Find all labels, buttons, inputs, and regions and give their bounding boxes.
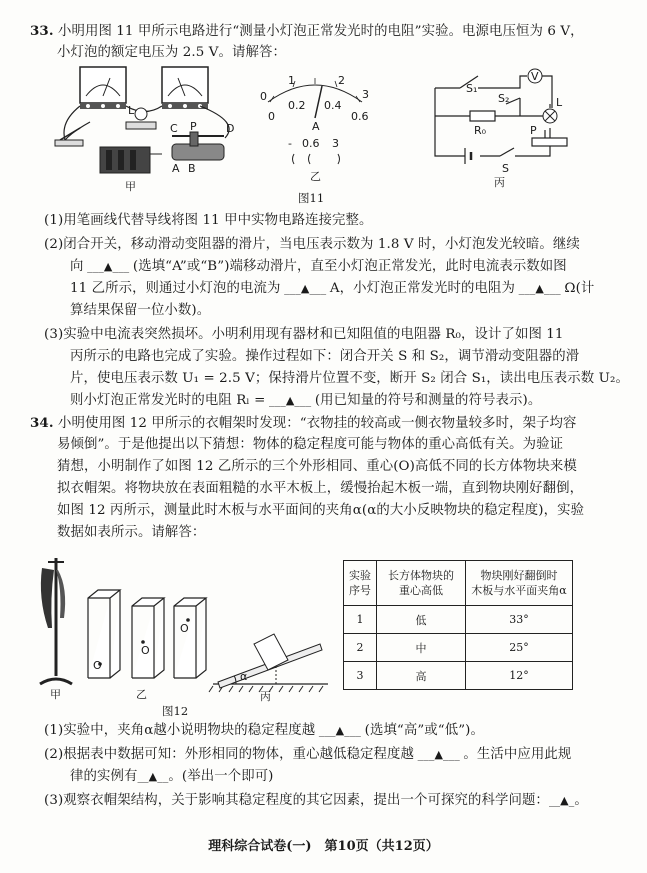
svg-text:P: P [190, 120, 197, 133]
q33-part2-line1: (2)闭合开关，移动滑动变阻器的滑片，当电压表示数为 1.8 V 时，小灯泡发光较暗。继续 [44, 237, 580, 252]
svg-text:O: O [141, 644, 150, 657]
inclined-board [209, 634, 328, 703]
q33-part1: (1)用笔画线代替导线将图 11 甲中实物电路连接完整。 [44, 213, 373, 228]
fig12-caption: 图12 [162, 704, 189, 718]
svg-text:C: C [170, 122, 178, 135]
svg-text:0.2: 0.2 [288, 99, 306, 112]
q33-part3-line2: 丙所示的电路也完成了实验。操作过程如下：闭合开关 S 和 S₂，调节滑动变阻器的滑 [70, 349, 580, 364]
answer-blank[interactable]: ___▲___ [515, 282, 565, 295]
svg-text:3: 3 [332, 137, 339, 150]
svg-text:丙: 丙 [260, 690, 271, 703]
switch-device [55, 128, 83, 146]
answer-blank[interactable]: __▲_ [548, 794, 575, 807]
lamp-device [126, 104, 156, 129]
svg-text:乙: 乙 [136, 688, 147, 701]
table-row: 3 高 12° [344, 662, 573, 690]
svg-text:0.6: 0.6 [351, 110, 369, 123]
fig11-yi-ammeter-dial [258, 72, 373, 182]
svg-text:甲: 甲 [50, 688, 61, 701]
results-table [343, 560, 573, 690]
svg-text:R₀: R₀ [474, 124, 487, 137]
svg-text:α: α [240, 670, 248, 683]
q34-stem-line4: 拟衣帽架。将物块放在表面粗糙的水平木板上，缓慢抬起木板一端，直到物块刚好翻倒， [57, 481, 584, 496]
svg-text:L: L [556, 96, 563, 109]
svg-text:S₁: S₁ [466, 82, 478, 95]
q34-part2-line1: (2)根据表中数据可知：外形相同的物体，重心越低稳定程度越 ___▲___ 。生活中应用此规 [44, 747, 572, 762]
q33-stem-text1: 小明用图 11 甲所示电路进行“测量小灯泡正常发光时的电阻”实验。电源电压恒为 6 V， [57, 24, 584, 39]
q34-part1: (1)实验中，夹角α越小说明物块的稳定程度越 ___▲___ (选填“高”或“低”)。 [44, 723, 484, 738]
q33-part2-line2: 向 ___▲___ (选填“A”或“B”)端移动滑片，直至小灯泡正常发光，此时电流表示数如图 [70, 259, 567, 274]
svg-text:1: 1 [288, 74, 295, 87]
fig11-bing-schematic [430, 68, 570, 188]
rheostat-device [170, 120, 234, 175]
svg-text:D: D [226, 122, 235, 135]
q33-part3-line4: 则小灯泡正常发光时的电阻 Rₗ = ___▲___ (用已知量的符号和测量的符号表示)。 [70, 393, 542, 408]
q33-part3-line3: 片，使电压表示数 U₁ = 2.5 V；保持滑片位置不变，断开 S₂ 闭合 S₁，读出电压表示数 U₂。 [70, 371, 629, 386]
q33-part3-line1: (3)实验中电流表突然损坏。小明利用现有器材和已知阻值的电阻器 R₀，设计了如图 11 [44, 327, 564, 342]
answer-blank[interactable]: ___▲___ [414, 748, 464, 761]
fig11-jia-label: 甲 [125, 180, 136, 193]
table-header-trial: 实验 序号 [344, 561, 377, 606]
answer-blank[interactable]: ___▲___ [265, 394, 315, 407]
voltmeter-device [80, 67, 126, 109]
svg-text:B: B [188, 162, 196, 175]
ammeter-device [162, 67, 208, 109]
svg-text:S: S [502, 162, 509, 175]
q34-part3: (3)观察衣帽架结构，关于影响其稳定程度的其它因素，提出一个可探究的科学问题：__▲_。 [44, 793, 588, 808]
table-header-angle: 物块刚好翻倒时 木板与水平面夹角α [466, 561, 573, 606]
svg-text:0: 0 [268, 110, 275, 123]
svg-text:0: 0 [260, 90, 267, 103]
answer-blank[interactable]: ___▲___ [83, 260, 133, 273]
svg-text:S₂: S₂ [498, 92, 510, 105]
page-footer: 理科综合试卷(一) 第10页（共12页） [208, 839, 439, 854]
q34-stem-line3: 猜想，小明制作了如图 12 乙所示的三个外形相同、重心(O)高低不同的长方体物块来模 [57, 459, 577, 474]
table-row: 1 低 33° [344, 606, 573, 634]
q34-number: 34. [30, 415, 54, 431]
svg-text:A: A [172, 162, 180, 175]
svg-text:A: A [312, 120, 320, 133]
svg-text:V: V [531, 70, 539, 83]
svg-text:L: L [128, 104, 135, 117]
answer-blank[interactable]: ___▲___ [315, 724, 365, 737]
fig12-illustration [28, 548, 333, 718]
q33-number: 33. [30, 23, 54, 39]
svg-text:-: - [288, 137, 292, 150]
q33-part2-line4: 算结果保留一位小数)。 [70, 303, 211, 318]
svg-text:O: O [180, 622, 189, 635]
q34-stem-line6: 数据如表所示。请解答： [57, 525, 206, 540]
answer-blank[interactable]: __▲__ [137, 770, 169, 783]
svg-text:O: O [93, 659, 102, 672]
q34-stem-line1: 34. 小明使用图 12 甲所示的衣帽架时发现：“衣物挂的较高或一侧衣物量较多时，架子均容 [30, 415, 577, 431]
q33-stem-line1 [30, 22, 584, 41]
q34-part2-line2: 律的实例有__▲__。(举出一个即可) [70, 769, 274, 784]
coat-rack [40, 558, 72, 701]
battery-box [100, 147, 162, 173]
svg-text:0.6: 0.6 [302, 137, 320, 150]
fig11-bing-label: 丙 [494, 176, 505, 189]
q34-stem-line2: 易倾倒”。于是他提出以下猜想：物体的稳定程度可能与物体的重心高低有关。为验证 [57, 437, 564, 452]
q33-part2-line3: 11 乙所示，则通过小灯泡的电流为 ___▲___ A，小灯泡正常发光时的电阻为 ___▲___ Ω(计 [70, 281, 595, 296]
table-row: 2 中 25° [344, 634, 573, 662]
svg-text:3: 3 [362, 88, 369, 101]
svg-text:P: P [530, 124, 537, 137]
fig11-yi-label: 乙 [310, 170, 321, 183]
q33-stem-line2: 小灯泡的额定电压为 2.5 V。请解答： [57, 45, 286, 60]
answer-blank[interactable]: ___▲___ [280, 282, 330, 295]
ammeter-needle [315, 86, 322, 118]
fig11-jia-circuit [50, 62, 245, 192]
svg-text:2: 2 [338, 74, 345, 87]
fig11-caption: 图11 [298, 191, 325, 205]
table-header-cog: 长方体物块的 重心高低 [377, 561, 466, 606]
q34-stem-line5: 如图 12 丙所示，测量此时木板与水平面间的夹角α(α的大小反映物块的稳定程度)，实验 [57, 503, 585, 518]
svg-text:0.4: 0.4 [324, 99, 342, 112]
